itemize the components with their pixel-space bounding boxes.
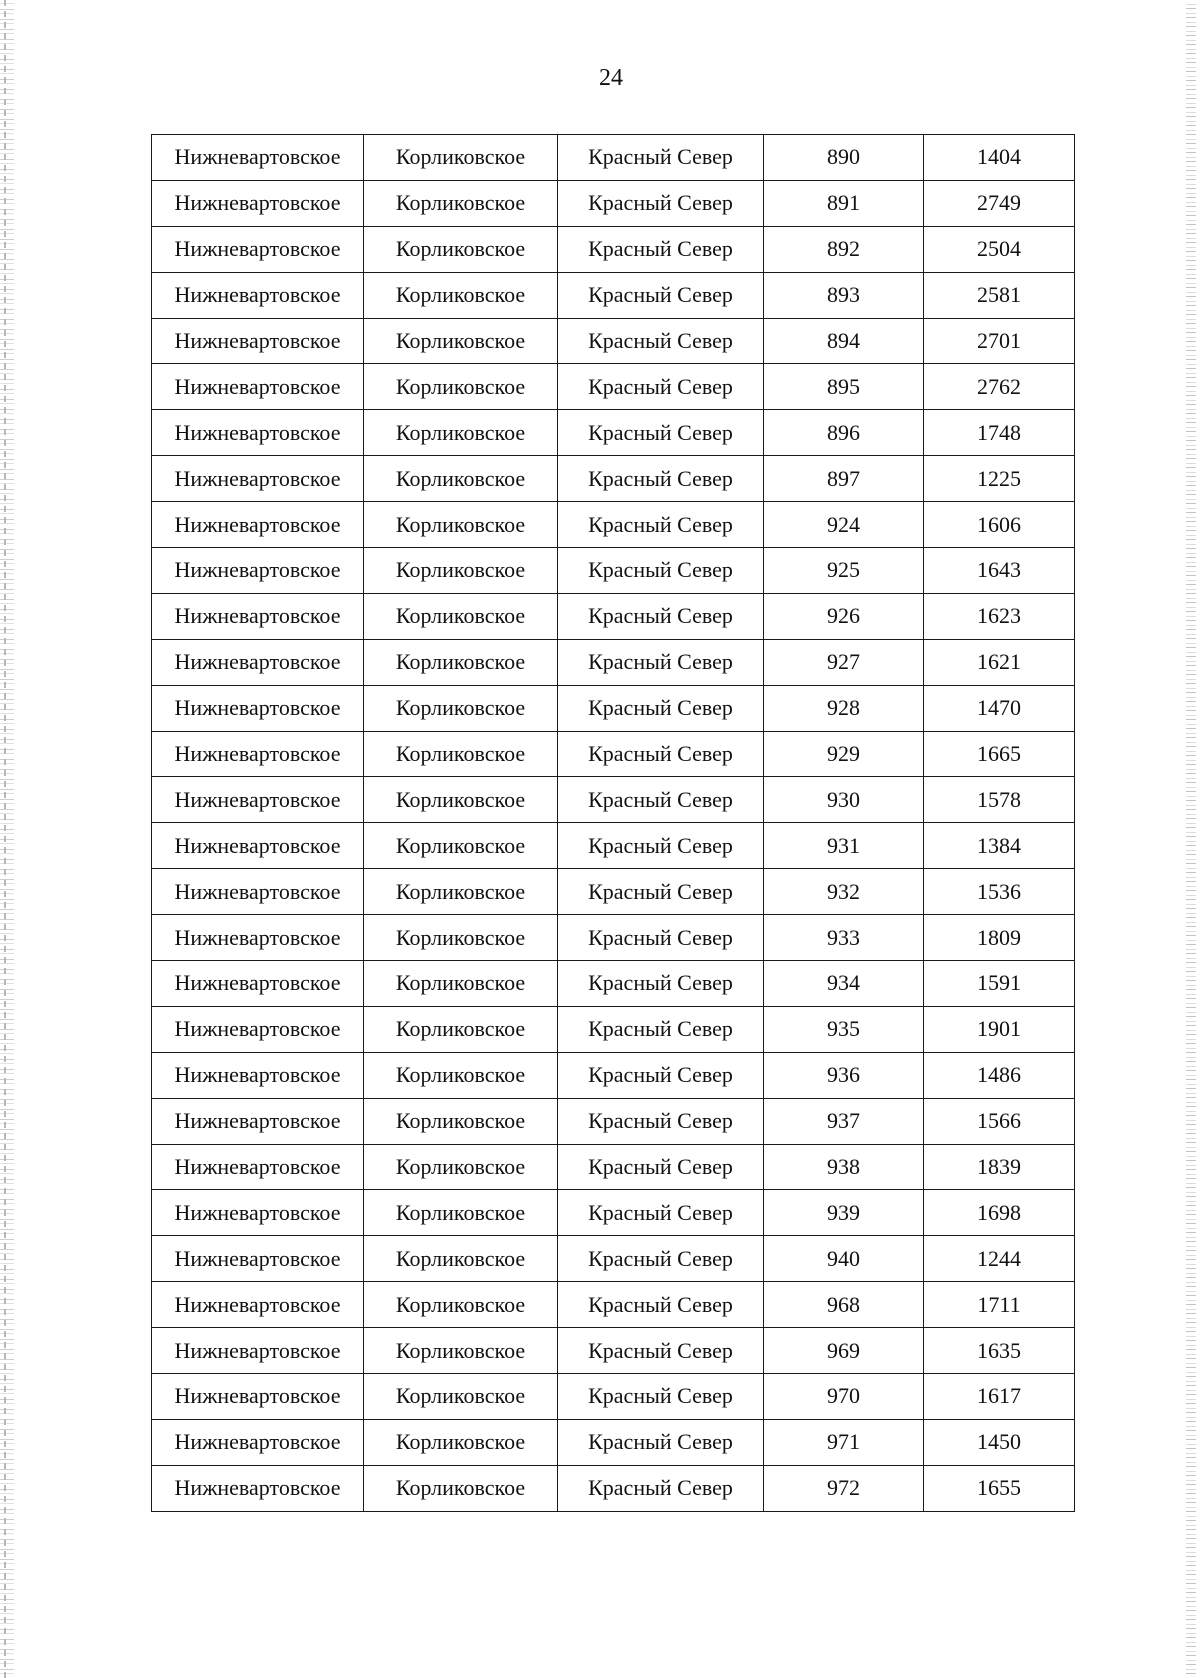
cell-quarter-number: 932 xyxy=(764,869,924,915)
table-row xyxy=(152,456,1075,502)
cell-area: 2504 xyxy=(924,226,1075,272)
cell-tract: Красный Север xyxy=(558,1282,764,1328)
cell-forestry: Корликовское xyxy=(364,272,558,318)
cell-tract: Красный Север xyxy=(558,777,764,823)
cell-district: Нижневартовское xyxy=(152,364,364,410)
cell-district: Нижневартовское xyxy=(152,1419,364,1465)
cell-quarter-number: 924 xyxy=(764,502,924,548)
cell-area: 2749 xyxy=(924,180,1075,226)
cell-district: Нижневартовское xyxy=(152,502,364,548)
cell-forestry: Корликовское xyxy=(364,1236,558,1282)
cell-forestry: Корликовское xyxy=(364,1465,558,1511)
scan-edge-left xyxy=(0,0,14,1678)
table-row xyxy=(152,1465,1075,1511)
cell-tract: Красный Север xyxy=(558,639,764,685)
table-row xyxy=(152,593,1075,639)
cell-district: Нижневартовское xyxy=(152,226,364,272)
table-row xyxy=(152,823,1075,869)
cell-tract: Красный Север xyxy=(558,685,764,731)
cell-tract: Красный Север xyxy=(558,180,764,226)
table-row xyxy=(152,869,1075,915)
cell-quarter-number: 934 xyxy=(764,961,924,1007)
table-row xyxy=(152,961,1075,1007)
cell-quarter-number: 928 xyxy=(764,685,924,731)
cell-area: 1486 xyxy=(924,1052,1075,1098)
table-row xyxy=(152,1144,1075,1190)
table-row xyxy=(152,731,1075,777)
cell-tract: Красный Север xyxy=(558,1465,764,1511)
cell-forestry: Корликовское xyxy=(364,1098,558,1144)
table-row xyxy=(152,1374,1075,1420)
cell-forestry: Корликовское xyxy=(364,1374,558,1420)
cell-area: 1244 xyxy=(924,1236,1075,1282)
cell-district: Нижневартовское xyxy=(152,823,364,869)
cell-district: Нижневартовское xyxy=(152,961,364,1007)
cell-forestry: Корликовское xyxy=(364,823,558,869)
cell-tract: Красный Север xyxy=(558,1190,764,1236)
page-number: 24 xyxy=(599,65,623,91)
cell-district: Нижневартовское xyxy=(152,548,364,594)
cell-area: 1635 xyxy=(924,1328,1075,1374)
cell-quarter-number: 929 xyxy=(764,731,924,777)
table-row xyxy=(152,1006,1075,1052)
table-row xyxy=(152,1328,1075,1374)
cell-quarter-number: 891 xyxy=(764,180,924,226)
cell-area: 2701 xyxy=(924,318,1075,364)
cell-tract: Красный Север xyxy=(558,410,764,456)
cell-area: 1655 xyxy=(924,1465,1075,1511)
cell-area: 1621 xyxy=(924,639,1075,685)
cell-forestry: Корликовское xyxy=(364,1006,558,1052)
cell-forestry: Корликовское xyxy=(364,548,558,594)
cell-district: Нижневартовское xyxy=(152,639,364,685)
cell-quarter-number: 935 xyxy=(764,1006,924,1052)
table-row xyxy=(152,1098,1075,1144)
table-row xyxy=(152,915,1075,961)
table-row xyxy=(152,1236,1075,1282)
cell-district: Нижневартовское xyxy=(152,272,364,318)
cell-area: 1839 xyxy=(924,1144,1075,1190)
cell-area: 1711 xyxy=(924,1282,1075,1328)
table-row xyxy=(152,318,1075,364)
table-row xyxy=(152,548,1075,594)
cell-forestry: Корликовское xyxy=(364,226,558,272)
cell-tract: Красный Север xyxy=(558,226,764,272)
cell-forestry: Корликовское xyxy=(364,777,558,823)
table-row xyxy=(152,272,1075,318)
cell-tract: Красный Север xyxy=(558,272,764,318)
cell-tract: Красный Север xyxy=(558,1236,764,1282)
cell-tract: Красный Север xyxy=(558,318,764,364)
cell-area: 1470 xyxy=(924,685,1075,731)
cell-tract: Красный Север xyxy=(558,961,764,1007)
table-body xyxy=(152,135,1075,1512)
cell-quarter-number: 938 xyxy=(764,1144,924,1190)
cell-forestry: Корликовское xyxy=(364,1190,558,1236)
cell-forestry: Корликовское xyxy=(364,1328,558,1374)
cell-forestry: Корликовское xyxy=(364,685,558,731)
cell-forestry: Корликовское xyxy=(364,410,558,456)
cell-quarter-number: 970 xyxy=(764,1374,924,1420)
cell-district: Нижневартовское xyxy=(152,1098,364,1144)
table-row xyxy=(152,1052,1075,1098)
cell-forestry: Корликовское xyxy=(364,961,558,1007)
cell-district: Нижневартовское xyxy=(152,1144,364,1190)
cell-forestry: Корликовское xyxy=(364,639,558,685)
cell-district: Нижневартовское xyxy=(152,1190,364,1236)
cell-area: 1404 xyxy=(924,135,1075,181)
cell-forestry: Корликовское xyxy=(364,1052,558,1098)
cell-quarter-number: 895 xyxy=(764,364,924,410)
cell-district: Нижневартовское xyxy=(152,456,364,502)
cell-quarter-number: 896 xyxy=(764,410,924,456)
cell-quarter-number: 940 xyxy=(764,1236,924,1282)
cell-tract: Красный Север xyxy=(558,823,764,869)
cell-area: 1901 xyxy=(924,1006,1075,1052)
cell-district: Нижневартовское xyxy=(152,1374,364,1420)
table-row xyxy=(152,1190,1075,1236)
cell-tract: Красный Север xyxy=(558,869,764,915)
cell-forestry: Корликовское xyxy=(364,731,558,777)
cell-forestry: Корликовское xyxy=(364,364,558,410)
cell-district: Нижневартовское xyxy=(152,731,364,777)
cell-quarter-number: 933 xyxy=(764,915,924,961)
cell-district: Нижневартовское xyxy=(152,135,364,181)
cell-quarter-number: 930 xyxy=(764,777,924,823)
cell-area: 1809 xyxy=(924,915,1075,961)
cell-quarter-number: 926 xyxy=(764,593,924,639)
cell-district: Нижневартовское xyxy=(152,410,364,456)
cell-area: 1591 xyxy=(924,961,1075,1007)
table-row xyxy=(152,410,1075,456)
table-row xyxy=(152,777,1075,823)
cell-quarter-number: 927 xyxy=(764,639,924,685)
cell-area: 1566 xyxy=(924,1098,1075,1144)
table-row xyxy=(152,180,1075,226)
cell-area: 2581 xyxy=(924,272,1075,318)
cell-district: Нижневартовское xyxy=(152,1052,364,1098)
cell-quarter-number: 931 xyxy=(764,823,924,869)
cell-forestry: Корликовское xyxy=(364,869,558,915)
cell-area: 1617 xyxy=(924,1374,1075,1420)
cell-forestry: Корликовское xyxy=(364,593,558,639)
cell-area: 1623 xyxy=(924,593,1075,639)
table-row xyxy=(152,685,1075,731)
cell-tract: Красный Север xyxy=(558,915,764,961)
forest-quarters-table xyxy=(151,134,1075,1512)
cell-area: 2762 xyxy=(924,364,1075,410)
cell-district: Нижневартовское xyxy=(152,869,364,915)
table-row xyxy=(152,226,1075,272)
cell-district: Нижневартовское xyxy=(152,318,364,364)
table-row xyxy=(152,502,1075,548)
cell-forestry: Корликовское xyxy=(364,915,558,961)
cell-tract: Красный Север xyxy=(558,548,764,594)
cell-quarter-number: 937 xyxy=(764,1098,924,1144)
table-row xyxy=(152,135,1075,181)
cell-quarter-number: 897 xyxy=(764,456,924,502)
table-row xyxy=(152,364,1075,410)
cell-forestry: Корликовское xyxy=(364,502,558,548)
cell-quarter-number: 925 xyxy=(764,548,924,594)
cell-quarter-number: 936 xyxy=(764,1052,924,1098)
table-row xyxy=(152,1419,1075,1465)
cell-district: Нижневартовское xyxy=(152,685,364,731)
cell-tract: Красный Север xyxy=(558,593,764,639)
cell-area: 1643 xyxy=(924,548,1075,594)
cell-quarter-number: 892 xyxy=(764,226,924,272)
cell-tract: Красный Север xyxy=(558,1328,764,1374)
cell-tract: Красный Север xyxy=(558,502,764,548)
cell-tract: Красный Север xyxy=(558,1419,764,1465)
cell-quarter-number: 893 xyxy=(764,272,924,318)
cell-area: 1748 xyxy=(924,410,1075,456)
cell-tract: Красный Север xyxy=(558,1052,764,1098)
cell-forestry: Корликовское xyxy=(364,318,558,364)
cell-district: Нижневартовское xyxy=(152,593,364,639)
cell-quarter-number: 894 xyxy=(764,318,924,364)
cell-district: Нижневартовское xyxy=(152,180,364,226)
cell-tract: Красный Север xyxy=(558,1006,764,1052)
cell-tract: Красный Север xyxy=(558,364,764,410)
cell-quarter-number: 968 xyxy=(764,1282,924,1328)
cell-district: Нижневартовское xyxy=(152,1465,364,1511)
cell-quarter-number: 969 xyxy=(764,1328,924,1374)
cell-tract: Красный Север xyxy=(558,135,764,181)
cell-tract: Красный Север xyxy=(558,456,764,502)
cell-forestry: Корликовское xyxy=(364,135,558,181)
cell-area: 1225 xyxy=(924,456,1075,502)
table-row xyxy=(152,639,1075,685)
cell-area: 1606 xyxy=(924,502,1075,548)
cell-forestry: Корликовское xyxy=(364,1144,558,1190)
cell-district: Нижневартовское xyxy=(152,1328,364,1374)
cell-forestry: Корликовское xyxy=(364,456,558,502)
cell-quarter-number: 972 xyxy=(764,1465,924,1511)
cell-forestry: Корликовское xyxy=(364,1282,558,1328)
cell-quarter-number: 971 xyxy=(764,1419,924,1465)
cell-area: 1536 xyxy=(924,869,1075,915)
cell-district: Нижневартовское xyxy=(152,915,364,961)
cell-forestry: Корликовское xyxy=(364,180,558,226)
cell-district: Нижневартовское xyxy=(152,1282,364,1328)
cell-quarter-number: 939 xyxy=(764,1190,924,1236)
scan-edge-right xyxy=(1186,0,1196,1678)
table-row xyxy=(152,1282,1075,1328)
cell-quarter-number: 890 xyxy=(764,135,924,181)
cell-area: 1578 xyxy=(924,777,1075,823)
cell-area: 1384 xyxy=(924,823,1075,869)
cell-forestry: Корликовское xyxy=(364,1419,558,1465)
cell-tract: Красный Север xyxy=(558,1144,764,1190)
cell-area: 1665 xyxy=(924,731,1075,777)
cell-district: Нижневартовское xyxy=(152,1236,364,1282)
cell-district: Нижневартовское xyxy=(152,777,364,823)
cell-tract: Красный Север xyxy=(558,1374,764,1420)
cell-area: 1698 xyxy=(924,1190,1075,1236)
cell-district: Нижневартовское xyxy=(152,1006,364,1052)
cell-area: 1450 xyxy=(924,1419,1075,1465)
cell-tract: Красный Север xyxy=(558,731,764,777)
cell-tract: Красный Север xyxy=(558,1098,764,1144)
